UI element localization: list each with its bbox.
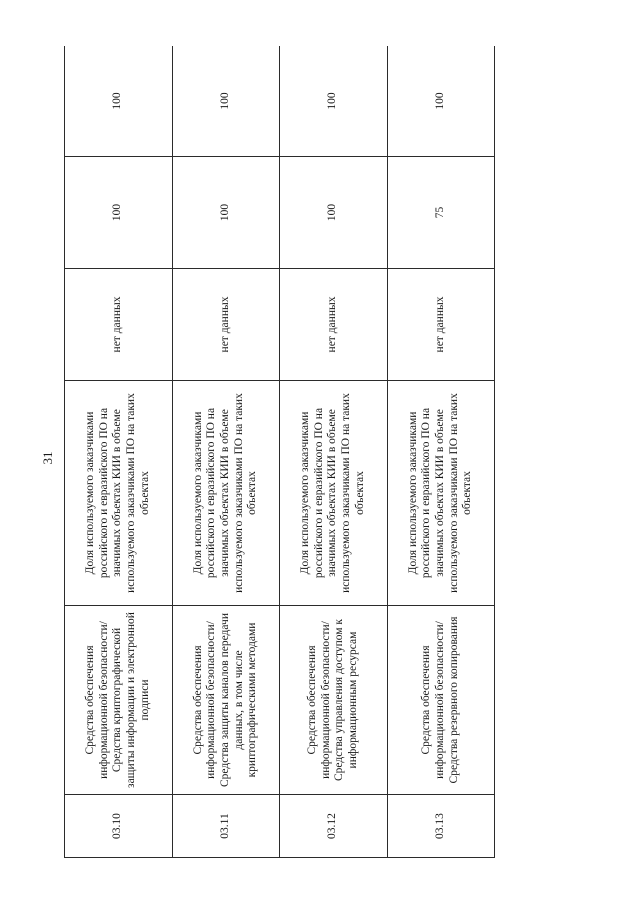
row-value-2: 100 xyxy=(172,46,280,157)
row-value-2: 100 xyxy=(65,46,173,157)
row-value-1: 100 xyxy=(280,157,388,269)
table-row xyxy=(65,46,173,858)
row-code: 03.11 xyxy=(172,795,280,858)
row-name: Средства обеспечения информационной безопасности/Средства защиты каналов передачи данных, в том числе криптографическими методами xyxy=(172,606,280,795)
row-indicator: Доля используемого заказчиками российского и евразийского ПО на значимых объектах КИИ в объеме используемого заказчиками ПО на таких объектах xyxy=(387,381,495,606)
row-code: 03.12 xyxy=(280,795,388,858)
table-region xyxy=(64,46,495,858)
row-base-value: нет данных xyxy=(172,269,280,381)
row-value-1: 75 xyxy=(387,157,495,269)
page-number: 31 xyxy=(40,451,55,465)
row-base-value: нет данных xyxy=(387,269,495,381)
row-name: Средства обеспечения информационной безопасности/ Средства управления доступом к информационным ресурсам xyxy=(280,606,388,795)
row-indicator: Доля используемого заказчиками российского и евразийского ПО на значимых объектах КИИ в объеме используемого заказчиками ПО на таких объектах xyxy=(65,381,173,606)
row-value-1: 100 xyxy=(172,157,280,269)
row-value-2: 100 xyxy=(280,46,388,157)
table-row xyxy=(387,46,495,858)
table-row xyxy=(280,46,388,858)
data-table xyxy=(64,46,495,858)
rotated-table-container xyxy=(64,46,495,858)
row-base-value: нет данных xyxy=(280,269,388,381)
row-indicator: Доля используемого заказчиками российского и евразийского ПО на значимых объектах КИИ в объеме используемого заказчиками ПО на таких объектах xyxy=(280,381,388,606)
row-base-value: нет данных xyxy=(65,269,173,381)
row-name: Средства обеспечения информационной безопасности/Средства криптографической защиты информации и электронной подписи xyxy=(65,606,173,795)
row-name: Средства обеспечения информационной безопасности/Средства резервного копирования xyxy=(387,606,495,795)
row-code: 03.10 xyxy=(65,795,173,858)
row-code: 03.13 xyxy=(387,795,495,858)
table-row xyxy=(172,46,280,858)
row-value-1: 100 xyxy=(65,157,173,269)
row-indicator: Доля используемого заказчиками российского и евразийского ПО на значимых объектах КИИ в объеме используемого заказчиками ПО на таких объектах xyxy=(172,381,280,606)
row-value-2: 100 xyxy=(387,46,495,157)
